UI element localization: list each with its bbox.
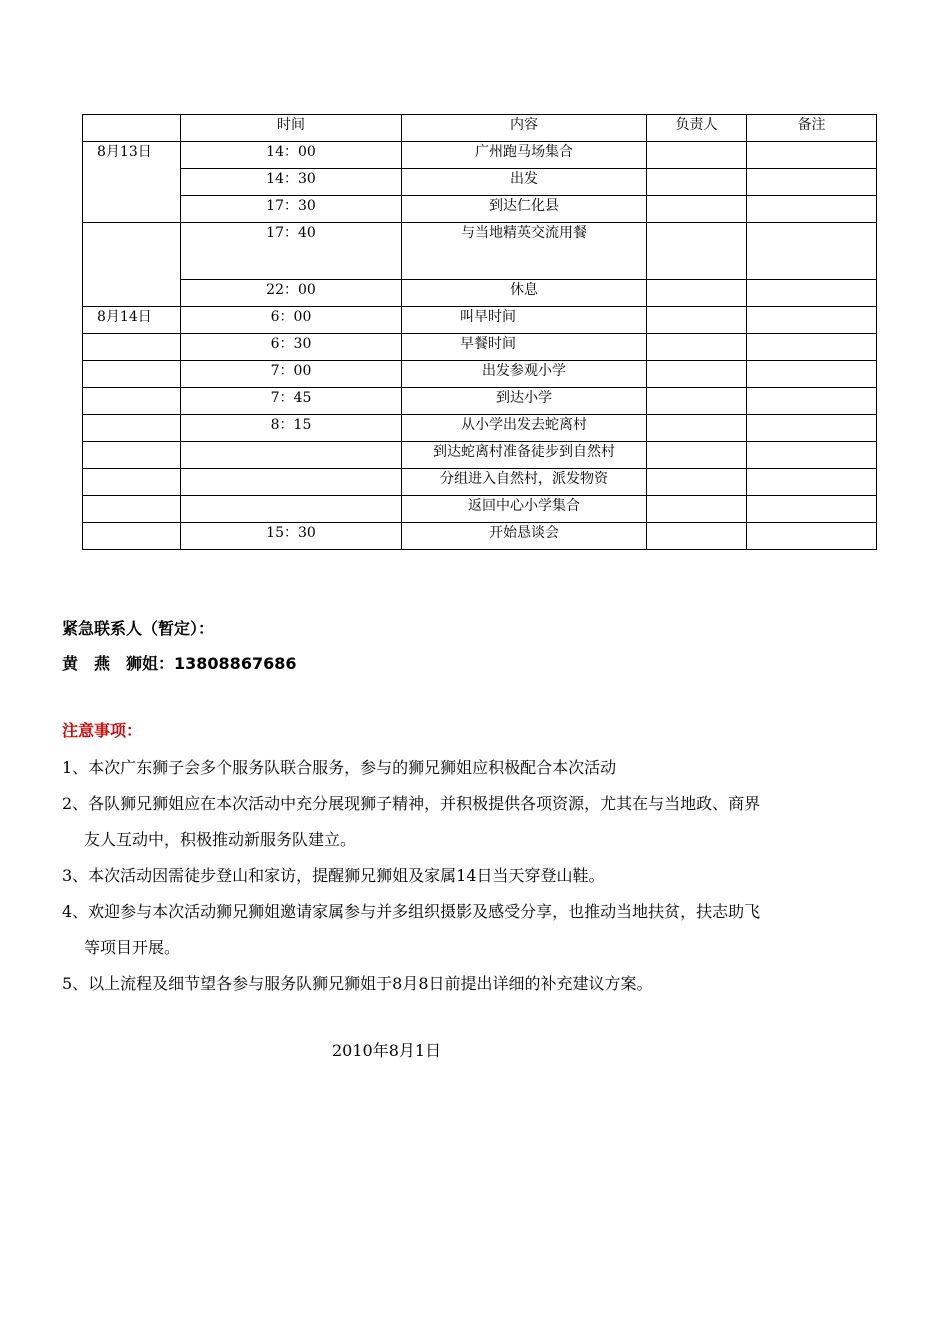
header-remark: 备注 xyxy=(747,115,877,142)
signature-date: 2010年8月1日 xyxy=(332,1041,442,1060)
remark-cell xyxy=(747,169,877,196)
owner-cell xyxy=(647,415,747,442)
table-row xyxy=(83,361,877,388)
content-cell: 到达蛇离村准备徒步到自然村 xyxy=(402,442,647,469)
notice-item-text: 3、本次活动因需徒步登山和家访，提醒狮兄狮姐及家属14日当天穿登山鞋。 xyxy=(62,866,605,885)
content-cell: 广州跑马场集合 xyxy=(402,142,647,169)
notice-item xyxy=(62,858,882,894)
time-cell: 14：30 xyxy=(181,169,402,196)
remark-cell xyxy=(747,442,877,469)
time-cell xyxy=(181,496,402,523)
date-cell xyxy=(83,523,181,550)
table-row xyxy=(83,280,877,307)
remark-cell xyxy=(747,496,877,523)
table-row xyxy=(83,442,877,469)
notice-item-text: 4、欢迎参与本次活动狮兄狮姐邀请家属参与并多组织摄影及感受分享，也推动当地扶贫，扶志助飞 xyxy=(62,902,761,921)
date-cell xyxy=(83,469,181,496)
content-cell: 返回中心小学集合 xyxy=(402,496,647,523)
notice-list xyxy=(62,750,882,1002)
owner-cell xyxy=(647,442,747,469)
header-content: 内容 xyxy=(402,115,647,142)
owner-cell xyxy=(647,223,747,280)
time-cell: 17：30 xyxy=(181,196,402,223)
table-row xyxy=(83,223,877,280)
emergency-contact-title: 紧急联系人（暂定）： xyxy=(62,619,215,638)
date-cell xyxy=(83,442,181,469)
notice-item xyxy=(62,750,882,786)
schedule-table xyxy=(82,114,877,550)
content-cell: 休息 xyxy=(402,280,647,307)
date-cell xyxy=(83,388,181,415)
owner-cell xyxy=(647,469,747,496)
table-row xyxy=(83,388,877,415)
emergency-contact-line xyxy=(62,651,296,674)
owner-cell xyxy=(647,523,747,550)
header-time: 时间 xyxy=(181,115,402,142)
notice-item xyxy=(62,894,882,966)
header-date xyxy=(83,115,181,142)
owner-cell xyxy=(647,496,747,523)
content-cell: 出发 xyxy=(402,169,647,196)
notice-item-text: 2、各队狮兄狮姐应在本次活动中充分展现狮子精神，并积极提供各项资源，尤其在与当地政、商界 xyxy=(62,794,761,813)
table-row xyxy=(83,196,877,223)
table-row xyxy=(83,334,877,361)
date-cell xyxy=(83,415,181,442)
owner-cell xyxy=(647,169,747,196)
time-cell: 14：00 xyxy=(181,142,402,169)
owner-cell xyxy=(647,142,747,169)
remark-cell xyxy=(747,469,877,496)
remark-cell xyxy=(747,196,877,223)
date-cell xyxy=(83,334,181,361)
owner-cell xyxy=(647,388,747,415)
table-row xyxy=(83,415,877,442)
content-cell: 早餐时间 xyxy=(402,334,647,361)
content-cell: 分组进入自然村，派发物资 xyxy=(402,469,647,496)
date-cell xyxy=(83,361,181,388)
owner-cell xyxy=(647,334,747,361)
time-cell: 7：00 xyxy=(181,361,402,388)
notice-title: 注意事项： xyxy=(62,721,143,740)
contact-role-phone: 狮姐：13808867686 xyxy=(126,654,297,673)
owner-cell xyxy=(647,361,747,388)
notice-item xyxy=(62,966,882,1002)
time-cell: 6：30 xyxy=(181,334,402,361)
header-owner: 负责人 xyxy=(647,115,747,142)
time-cell: 17：40 xyxy=(181,223,402,280)
date-cell: 8月13日 xyxy=(83,142,181,223)
date-cell xyxy=(83,496,181,523)
table-row xyxy=(83,169,877,196)
table-row xyxy=(83,142,877,169)
notice-item-continuation: 等项目开展。 xyxy=(84,938,181,957)
date-cell: 8月14日 xyxy=(83,307,181,334)
table-header-row xyxy=(83,115,877,142)
remark-cell xyxy=(747,307,877,334)
owner-cell xyxy=(647,196,747,223)
remark-cell xyxy=(747,388,877,415)
remark-cell xyxy=(747,334,877,361)
content-cell: 出发参观小学 xyxy=(402,361,647,388)
time-cell: 15：30 xyxy=(181,523,402,550)
time-cell: 6：00 xyxy=(181,307,402,334)
content-cell: 到达仁化县 xyxy=(402,196,647,223)
notice-item-text: 5、以上流程及细节望各参与服务队狮兄狮姐于8月8日前提出详细的补充建议方案。 xyxy=(62,974,653,993)
time-cell: 8：15 xyxy=(181,415,402,442)
content-cell: 叫早时间 xyxy=(402,307,647,334)
content-cell: 从小学出发去蛇离村 xyxy=(402,415,647,442)
remark-cell xyxy=(747,415,877,442)
contact-name: 黄 燕 xyxy=(62,654,111,673)
notice-item-continuation: 友人互动中，积极推动新服务队建立。 xyxy=(84,830,357,849)
remark-cell xyxy=(747,361,877,388)
table-row xyxy=(83,523,877,550)
remark-cell xyxy=(747,142,877,169)
content-cell: 到达小学 xyxy=(402,388,647,415)
remark-cell xyxy=(747,223,877,280)
remark-cell xyxy=(747,280,877,307)
date-cell xyxy=(83,223,181,307)
remark-cell xyxy=(747,523,877,550)
time-cell xyxy=(181,442,402,469)
owner-cell xyxy=(647,280,747,307)
time-cell: 7：45 xyxy=(181,388,402,415)
table-row xyxy=(83,307,877,334)
content-cell: 开始恳谈会 xyxy=(402,523,647,550)
notice-item-text: 1、本次广东狮子会多个服务队联合服务，参与的狮兄狮姐应积极配合本次活动 xyxy=(62,758,617,777)
owner-cell xyxy=(647,307,747,334)
time-cell xyxy=(181,469,402,496)
content-cell: 与当地精英交流用餐 xyxy=(402,223,647,280)
table-row xyxy=(83,496,877,523)
time-cell: 22：00 xyxy=(181,280,402,307)
notice-item xyxy=(62,786,882,858)
table-row xyxy=(83,469,877,496)
